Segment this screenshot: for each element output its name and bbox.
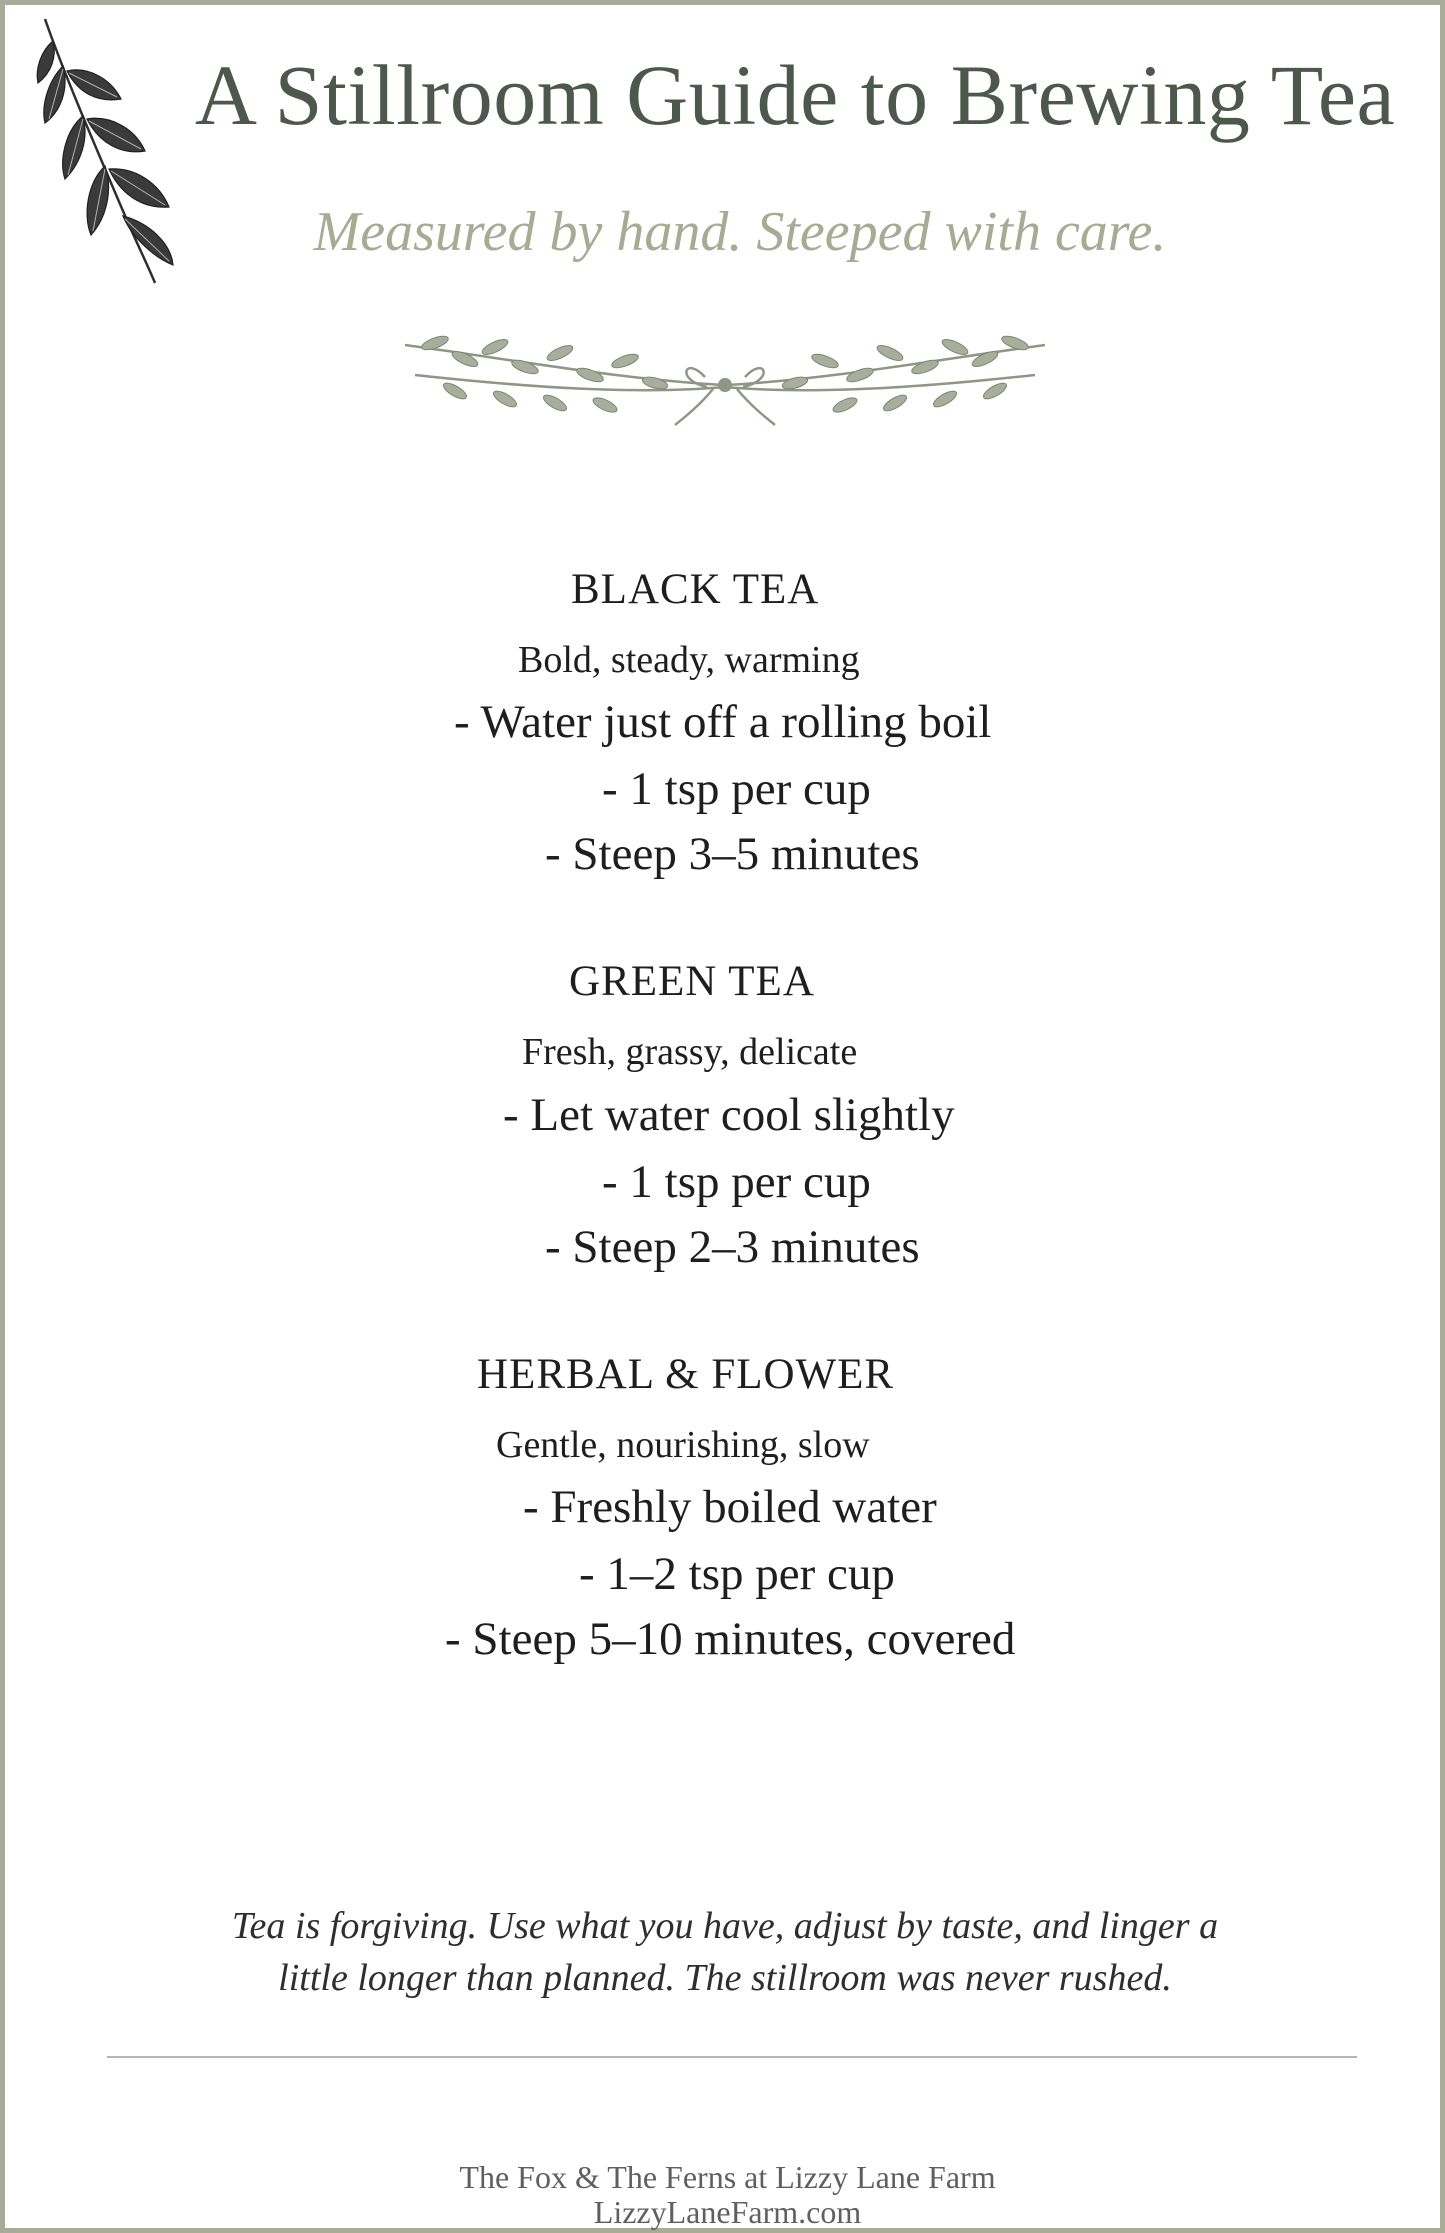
page-subtitle: Measured by hand. Steeped with care. [313,201,1167,263]
step-item: - Steep 3–5 minutes [545,828,920,880]
closing-note [125,1900,1325,2004]
section-description: Bold, steady, warming [518,639,860,681]
step-item: - Water just off a rolling boil [454,696,992,748]
section-title: HERBAL & FLOWER [477,1351,895,1398]
laurel-garland-bow-icon [395,325,1055,440]
step-item: - Freshly boiled water [523,1481,937,1533]
step-item: - 1 tsp per cup [602,763,871,815]
step-item: - 1–2 tsp per cup [579,1548,895,1600]
page-title: A Stillroom Guide to Brewing Tea [194,47,1396,143]
step-item: - 1 tsp per cup [602,1156,871,1208]
section-title: BLACK TEA [571,566,820,613]
divider-line [107,2056,1357,2058]
section-title: GREEN TEA [569,958,815,1005]
footer-website: LizzyLaneFarm.com [593,2194,862,2230]
footer-credit: The Fox & The Ferns at Lizzy Lane Farm [459,2159,996,2195]
closing-note-line: Tea is forgiving. Use what you have, adjust by taste, and linger a [231,1905,1219,1947]
section-description: Fresh, grassy, delicate [522,1031,858,1073]
step-item: - Let water cool slightly [503,1089,955,1141]
closing-note-line: little longer than planned. The stillroom was never rushed. [278,1957,1172,1999]
section-description: Gentle, nourishing, slow [496,1424,870,1466]
step-item: - Steep 5–10 minutes, covered [445,1613,1016,1665]
step-item: - Steep 2–3 minutes [545,1221,920,1273]
